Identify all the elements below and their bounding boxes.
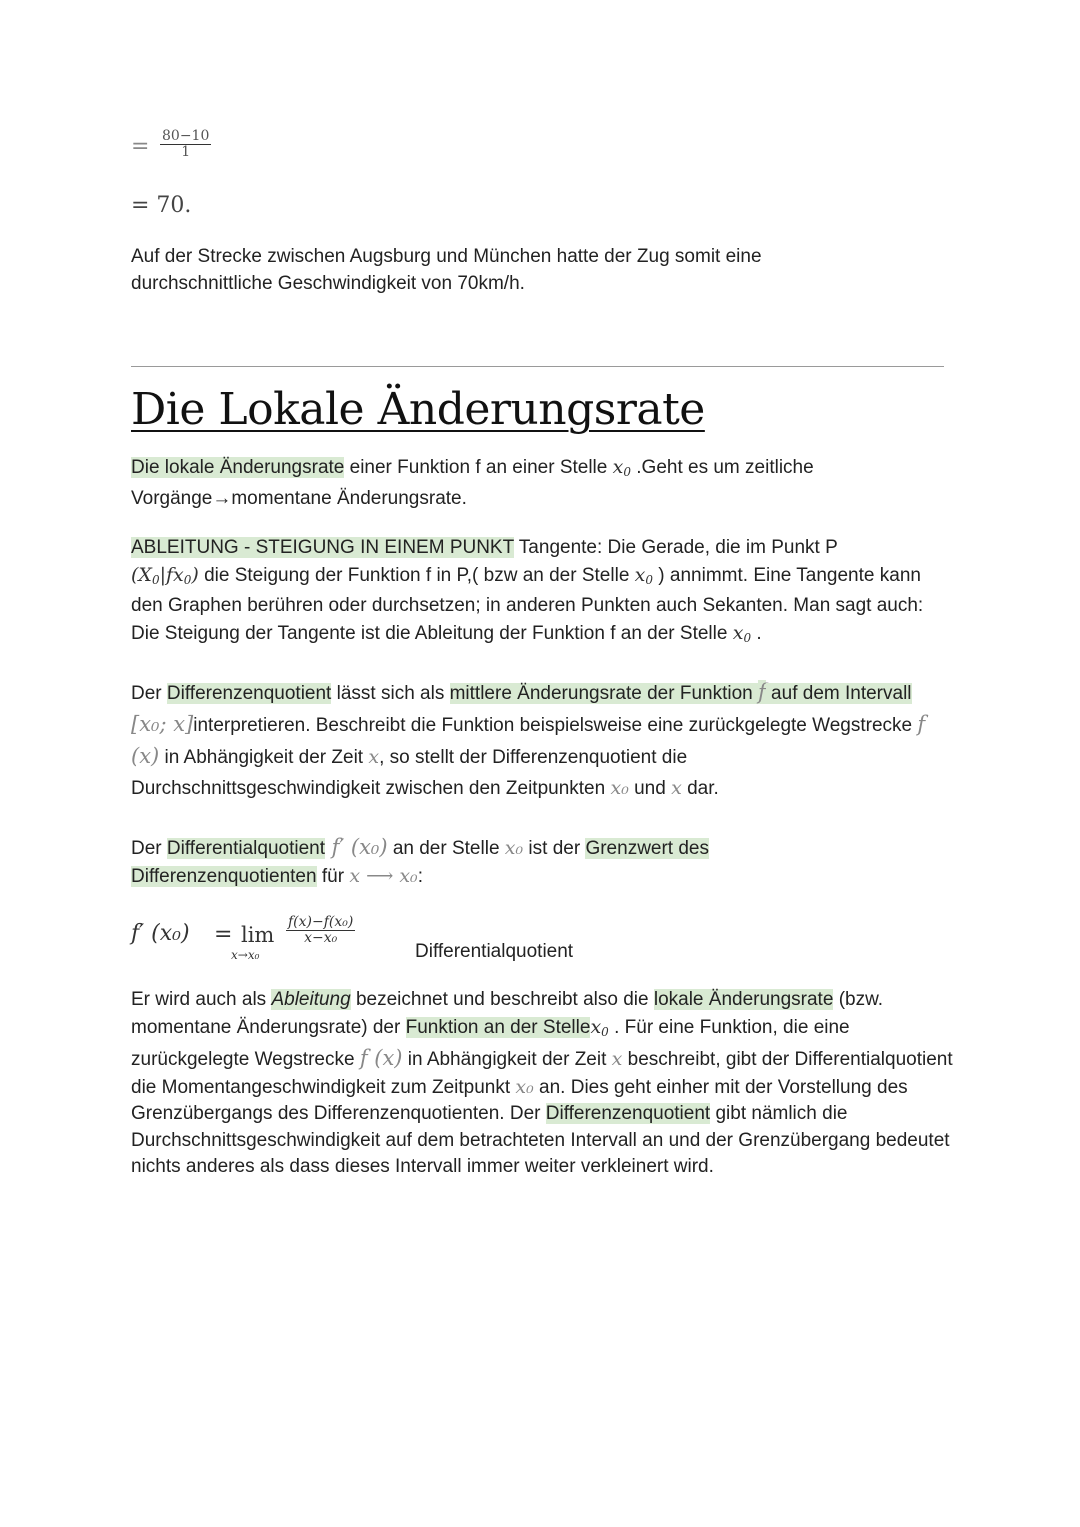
text: ) annimmt. Eine Tangente kann den Graphen berühren oder durchsetzen; in anderen Punkten auch Sekanten. Man sagt auch: Die Steigung der Tangente ist die Ableitung der Funktion f an der Stelle [131,564,924,644]
math-x: x [611,1048,623,1070]
section-divider [131,366,944,367]
highlight-ableitung-term: Ableitung [271,989,351,1010]
text: Der [131,683,167,704]
math-limit-arrow: x ⟶ x₀ [349,864,418,887]
result-equation: = 70. [131,193,192,218]
text: bezeichnet und beschreibt also die [350,989,654,1010]
text: dar. [681,778,719,799]
formula-denominator: x−x₀ [304,930,338,947]
text: , so stellt der Differenzenquotient die Durchschnittsgeschwindigkeit zwischen den Zeitpunkten [131,747,688,799]
text: für [316,865,350,887]
highlight-differenzenquotient: Differenzenquotient [166,683,332,704]
highlight-grenzwert: Grenzwert des Differenzenquotienten [131,838,709,887]
text: Er wird auch als [131,989,272,1010]
formula-label: Differentialquotient [415,941,574,962]
math-x0: x₀ [515,1075,534,1098]
highlight-differenzenquotient: Differenzenquotient [545,1103,711,1124]
text: : [417,865,423,887]
highlight-lokale-aenderungsrate: lokale Änderungsrate [653,989,834,1010]
fraction-numerator: 80−10 [162,128,210,144]
text: an. Dies geht einher mit der Vorstellung des Grenzübergangs des Differenzenquotienten. Der [131,1076,908,1124]
paragraph-differenzenquotient [131,677,931,804]
highlight-funktion-an-der-stelle: Funktion an der Stelle [405,1016,591,1038]
highlight-mittlere-aenderungsrate: mittlere Änderungsrate der Funktion [449,683,758,704]
section-heading: Die Lokale Änderungsrate [131,384,705,435]
text: gibt nämlich die Durchschnittsgeschwindigkeit auf dem betrachteten Intervall an und der Grenzübergang bedeutet nichts anderes als dass dieses Intervall immer weiter verkleinert wird. [131,1103,950,1177]
math-x0: x₀ [610,777,629,799]
text: (bzw. momentane Änderungsrate) der [131,989,884,1038]
math-subscript: 0 [601,1024,609,1039]
fraction [160,129,211,161]
paragraph-ableitung-erklaerung [131,987,953,1181]
math-f-prime-x0: f′ (x₀) [325,835,388,859]
paragraph-differentialquotient [131,834,891,890]
text: ist der [523,838,586,859]
math-x: x [634,563,646,586]
text: an der Stelle [387,838,505,859]
highlight-differentialquotient: Differentialquotient [166,838,325,859]
text: die Steigung der Funktion f in P,( bzw an der Stelle [198,564,635,586]
formula-lhs: f′ (x₀) [131,921,190,946]
highlight-lokale-aenderungsrate: Die lokale Änderungsrate [131,457,345,478]
math-x: x [671,777,682,799]
math-x: x [612,456,624,478]
math-subscript: 0 [645,572,654,587]
formula-equals: = [214,922,233,947]
paragraph-ableitung [131,535,931,651]
math-x: x [368,746,380,768]
text: .Geht es um zeitliche Vorgänge→momentane Änderungsrate. [131,457,814,509]
text: lässt sich als [331,683,450,704]
text: . Für eine Funktion, die eine zurückgelegte Wegstrecke [131,1016,850,1070]
fraction-denominator: 1 [181,144,191,161]
math-x: x [590,1015,602,1038]
text: Der [131,838,167,859]
math-f: f [758,680,766,704]
formula-lim: lim [241,923,275,947]
math-subscript: 0 [623,465,631,479]
math-x0: x₀ [504,837,524,859]
math-x: x [732,621,744,644]
paragraph-lokale-aenderungsrate [131,454,891,512]
math-point: $(X_0|fx_0)$ [131,563,199,587]
math-interval: [x₀; x] [131,712,194,736]
formula-fraction [286,915,355,947]
equals-sign: = [131,134,150,159]
formula-numerator: f(x)−f(x₀) [288,914,354,930]
math-subscript: 0 [743,630,752,645]
text: in Abhängigkeit der Zeit [159,747,369,768]
summary-paragraph: Auf der Strecke zwischen Augsburg und München hatte der Zug somit eine durchschnittliche Geschwindigkeit von 70km/h. [131,246,762,294]
text: und [628,778,672,799]
text: in Abhängigkeit der Zeit [402,1049,612,1070]
formula-lim-subscript: x→x₀ [231,948,260,962]
text: interpretieren. Beschreibt die Funktion beispielsweise eine zurückgelegte Wegstrecke [193,715,918,736]
highlight-intervall: auf dem Intervall [765,683,912,704]
math-f-of-x: f (x) [359,1046,403,1070]
highlight-ableitung: ABLEITUNG - STEIGUNG IN EINEM PUNKT [131,537,514,558]
text: Tangente: Die Gerade, die im Punkt P [513,537,838,558]
text: beschreibt, gibt der Differentialquotient die Momentangeschwindigkeit zum Zeitpunkt [131,1049,953,1098]
text: einer Funktion f an einer Stelle [344,457,613,478]
text: . [751,622,762,644]
math-f-of-x: f (x) [131,712,926,768]
